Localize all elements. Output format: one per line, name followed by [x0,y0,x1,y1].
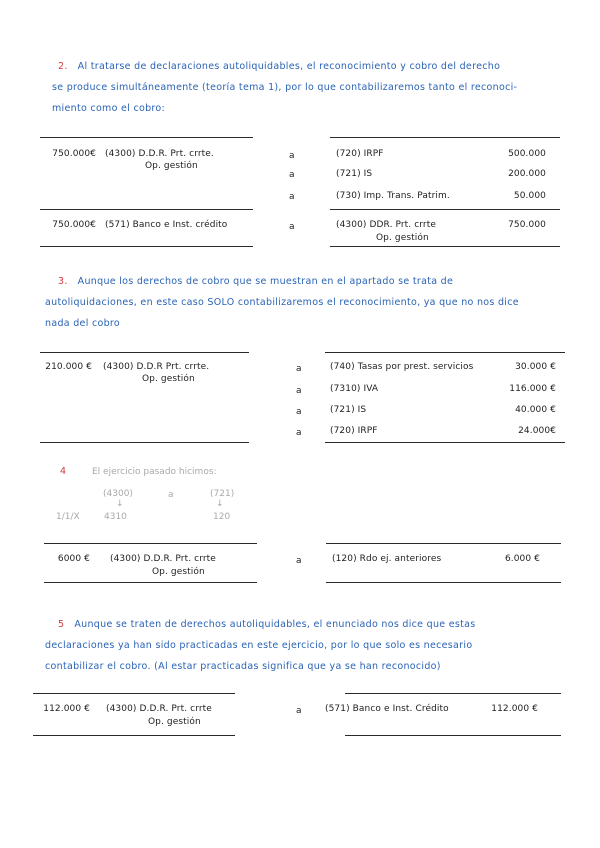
a-marker: a [289,192,295,202]
note-line: declaraciones ya han sido practicadas en este ejercicio, por lo que solo es necesario [45,640,473,651]
credit-account: (120) Rdo ej. anteriores [332,554,442,564]
journal-rule [40,246,253,247]
journal-rule [44,543,257,544]
credit-amount: 112.000 € [491,704,538,714]
note-line: 3. Aunque los derechos de cobro que se muestran en el apartado se trata de [58,276,454,287]
a-marker: a [289,170,295,180]
debit-account: (4300) D.D.R Prt. crrte. [103,362,210,372]
down-arrow-icon: ↓ [216,499,224,509]
credit-account: (7310) IVA [330,384,379,394]
note-line: contabilizar el cobro. (Al estar practicadas significa que ya se han reconocido) [45,661,441,672]
debit-amount: 750.000€ [52,149,96,159]
journal-rule [325,352,565,353]
credit-amount: 750.000 [508,220,546,230]
reclass-date: 1/1/X [56,512,80,522]
credit-amount: 116.000 € [509,384,556,394]
note-line: 5 Aunque se traten de derechos autoliquidables, el enunciado nos dice que estas [58,619,476,630]
debit-amount: 6000 € [57,554,90,564]
previous-debit: (4300) [103,489,133,499]
journal-rule [326,582,561,583]
journal-rule [33,735,235,736]
debit-account: (4300) D.D.R. Prt. crrte. [105,149,214,159]
a-marker: a [296,386,302,396]
note-line: autoliquidaciones, en este caso SOLO contabilizaremos el reconocimiento, ya que no nos dice [45,297,519,308]
a-marker: a [289,222,295,232]
credit-account: (720) IRPF [330,426,378,436]
section-3-note [0,271,600,334]
note-line: se produce simultáneamente (teoría tema 1), por lo que contabilizaremos tanto el reconoci- [52,82,518,93]
new-credit: 120 [213,512,231,522]
journal-rule [330,209,560,210]
debit-account-sub: Op. gestión [152,567,205,577]
debit-account-sub: Op. gestión [148,717,201,727]
journal-rule [345,693,561,694]
credit-account: (721) IS [330,405,367,415]
a-marker: a [296,364,302,374]
debit-account-sub: Op. gestión [142,374,195,384]
a-marker: a [296,407,302,417]
journal-rule [33,693,235,694]
credit-amount: 50.000 [513,191,546,201]
credit-amount: 24.000€ [518,426,556,436]
note-line: miento como el cobro: [52,103,166,114]
journal-rule [40,209,253,210]
credit-amount: 500.000 [508,149,546,159]
section-number: 5 [58,619,65,630]
debit-account: (4300) D.D.R. Prt. crrte [106,704,212,714]
journal-rule [330,137,560,138]
section-number: 2. [58,61,68,72]
credit-account: (730) Imp. Trans. Patrim. [336,191,450,201]
debit-account: (4300) D.D.R. Prt. crrte [110,554,216,564]
credit-account: (571) Banco e Inst. Crédito [325,704,449,714]
credit-account-sub: Op. gestión [376,233,429,243]
a-marker: a [296,428,302,438]
journal-rule [330,246,560,247]
credit-amount: 200.000 [508,169,546,179]
down-arrow-icon: ↓ [116,499,124,509]
previous-year-note: El ejercicio pasado hicimos: [92,467,217,477]
section-number: 4 [60,466,67,477]
credit-amount: 30.000 € [515,362,556,372]
journal-rule [325,442,565,443]
debit-amount: 112.000 € [43,704,90,714]
new-debit: 4310 [104,512,127,522]
debit-account: (571) Banco e Inst. crédito [105,220,228,230]
previous-a: a [168,490,174,500]
credit-account: (720) IRPF [336,149,384,159]
journal-rule [40,352,249,353]
journal-rule [345,735,561,736]
journal-rule [44,582,257,583]
debit-amount: 210.000 € [45,362,92,372]
credit-amount: 6.000 € [504,554,540,564]
credit-amount: 40.000 € [515,405,556,415]
note-line: nada del cobro [45,318,121,329]
previous-credit: (721) [210,489,235,499]
credit-account: (4300) DDR. Prt. crrte [336,220,436,230]
journal-rule [40,137,253,138]
a-marker: a [296,556,302,566]
section-5-note [0,614,600,677]
journal-rule [326,543,561,544]
section-2-note [0,56,600,119]
debit-account-sub: Op. gestión [145,161,198,171]
journal-rule [40,442,249,443]
section-number: 3. [58,276,68,287]
credit-account: (721) IS [336,169,373,179]
a-marker: a [289,151,295,161]
note-line: 2. Al tratarse de declaraciones autoliquidables, el reconocimiento y cobro del derecho [58,61,501,72]
debit-amount: 750.000€ [52,220,96,230]
a-marker: a [296,706,302,716]
credit-account: (740) Tasas por prest. servicios [330,362,474,372]
